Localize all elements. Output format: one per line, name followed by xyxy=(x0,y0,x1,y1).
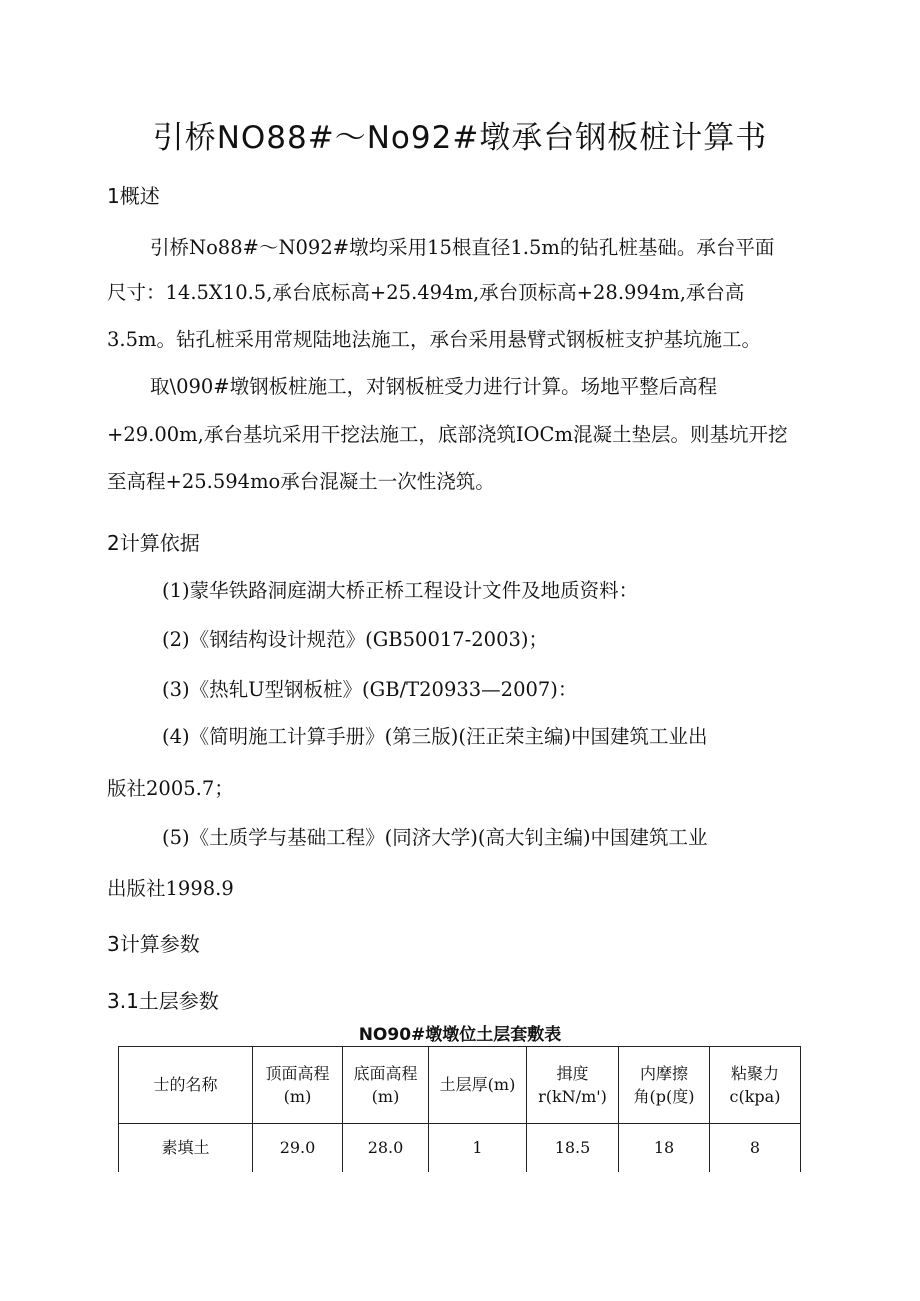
paragraph-line: 至高程+25.594mo承台混凝土一次性浇筑。 xyxy=(107,470,495,493)
paragraph-line: +29.00m,承台基坑采用干挖法施工，底部浇筑IOCm混凝土垫层。则基坑开挖 xyxy=(107,423,788,446)
reference-item: (3)《热轧U型钢板桩》(GB/T20933—2007)： xyxy=(162,678,578,701)
table-row xyxy=(119,1124,801,1173)
reference-item: (4)《简明施工计算手册》(第三版)(汪正荣主编)中国建筑工业出 xyxy=(162,725,708,748)
reference-item-cont: 出版社1998.9 xyxy=(107,877,234,900)
reference-item: (5)《土质学与基础工程》(同济大学)(高大钊主编)中国建筑工业 xyxy=(162,826,708,849)
table-cell: 1 xyxy=(429,1124,527,1173)
table-cell: 29.0 xyxy=(253,1124,343,1173)
table-caption: NO90#墩墩位土层套敷表 xyxy=(358,1025,562,1045)
header-cell: 顶面高程 (m) xyxy=(253,1047,343,1124)
page-title: 引桥NO88#～No92#墩承台钢板桩计算书 xyxy=(152,120,768,156)
header-cell: 底面高程 (m) xyxy=(343,1047,429,1124)
table-cell: 18.5 xyxy=(527,1124,619,1173)
section-heading-basis: 2计算依据 xyxy=(107,531,200,555)
header-cell: 内摩擦 角(p(度) xyxy=(619,1047,710,1124)
section-heading-overview: 1概述 xyxy=(107,184,160,208)
paragraph-line: 尺寸：14.5X10.5,承台底标高+25.494m,承台顶标高+28.994m,承台高 xyxy=(107,281,745,304)
reference-item: (2)《钢结构设计规范》(GB50017-2003)； xyxy=(162,628,548,651)
soil-parameter-table xyxy=(118,1046,801,1172)
header-cell: 揖度 r(kN∕m') xyxy=(527,1047,619,1124)
paragraph-line: 引桥No88#～N092#墩均采用15根直径1.5m的钻孔桩基础。承台平面 xyxy=(150,236,775,259)
table-cell: 18 xyxy=(619,1124,710,1173)
table-header-row xyxy=(119,1047,801,1124)
table-cell: 8 xyxy=(710,1124,801,1173)
header-cell: 粘聚力 c(kpa) xyxy=(710,1047,801,1124)
paragraph-line: 3.5m。钻孔桩采用常规陆地法施工，承台采用悬臂式钢板桩支护基坑施工。 xyxy=(107,328,762,351)
table-cell: 素填土 xyxy=(119,1124,253,1173)
section-heading-params: 3计算参数 xyxy=(107,932,200,956)
header-cell: 土层厚(m) xyxy=(429,1047,527,1124)
header-cell: 士的名称 xyxy=(119,1047,253,1124)
subsection-heading-soil: 3.1土层参数 xyxy=(107,989,219,1013)
table-cell: 28.0 xyxy=(343,1124,429,1173)
paragraph-line: 取\090#墩钢板桩施工，对钢板桩受力进行计算。场地平整后高程 xyxy=(150,375,718,398)
reference-item-cont: 版社2005.7； xyxy=(107,777,234,800)
reference-item: (1)蒙华铁路洞庭湖大桥正桥工程设计文件及地质资料： xyxy=(162,579,639,602)
